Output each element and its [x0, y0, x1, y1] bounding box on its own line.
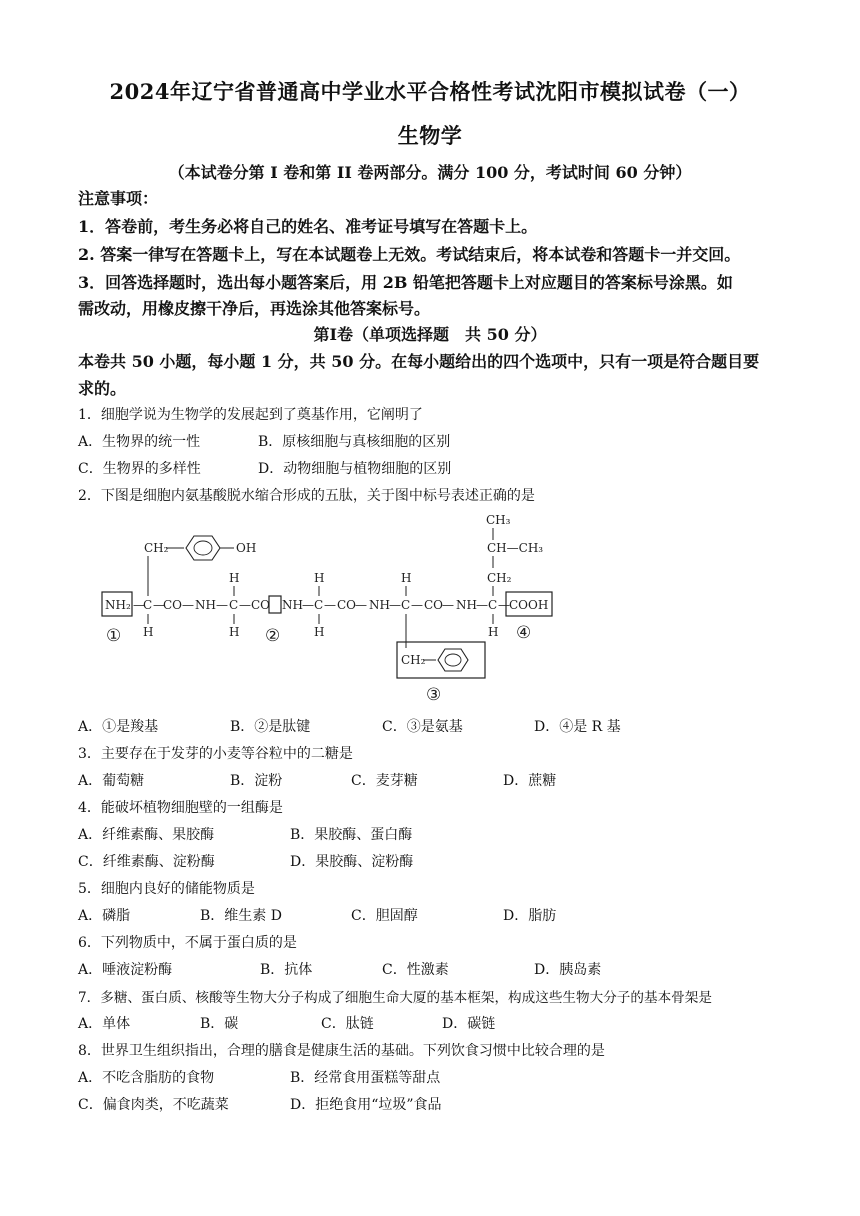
bond-dash: —: [133, 598, 145, 612]
question-8-stem: 8．世界卫生组织指出，合理的膳食是健康生活的基础。下列饮食习惯中比较合理的是: [78, 1043, 605, 1059]
question-7-option-a: A．单体: [78, 1016, 131, 1032]
question-5-option-c: C．胆固醇: [351, 908, 418, 924]
question-2-option-d: D．④是 R 基: [534, 719, 621, 735]
carbon-label: C: [229, 598, 239, 612]
question-3-option-b: B．淀粉: [230, 773, 283, 789]
section-title: 第Ⅰ卷（单项选择题 共 50 分）: [313, 325, 547, 344]
section-desc-line1: 本卷共 50 小题，每小题 1 分，共 50 分。在每小题给出的四个选项中，只有一项是符合题目要: [78, 352, 760, 371]
box-peptide-bond: [269, 596, 281, 613]
carbon-label: C: [488, 598, 498, 612]
bond-dash: —: [442, 598, 454, 612]
label-3: ③: [426, 685, 442, 705]
exam-note: （本试卷分第 I 卷和第 II 卷两部分。满分 100 分，考试时间 60 分钟）: [168, 163, 692, 182]
question-2-option-a: A．①是羧基: [78, 719, 159, 735]
exam-title: 2024年辽宁省普通高中学业水平合格性考试沈阳市模拟试卷（一）: [109, 79, 751, 104]
bond-dash: —: [476, 598, 488, 612]
instruction-1: 1．答卷前，考生务必将自己的姓名、准考证号填写在答题卡上。: [78, 217, 538, 236]
question-2-stem: 2．下图是细胞内氨基酸脱水缩合形成的五肽，关于图中标号表述正确的是: [78, 488, 535, 504]
question-1-option-d: D．动物细胞与植物细胞的区别: [258, 461, 452, 477]
bond-dash: —: [239, 598, 251, 612]
carbon-label: C: [401, 598, 411, 612]
ch2-label-4: CH₂: [401, 653, 426, 667]
instruction-2: 2. 答案一律写在答题卡上，写在本试题卷上无效。考试结束后，将本试卷和答题卡一并交回。: [78, 245, 741, 264]
question-4-option-b: B．果胶酶、蛋白酶: [290, 827, 413, 843]
section-desc-line2: 求的。: [78, 379, 127, 398]
question-4-stem: 4．能破坏植物细胞壁的一组酶是: [78, 800, 283, 816]
question-8-option-d: D．拒绝食用“垃圾”食品: [290, 1097, 442, 1113]
label-1: ①: [106, 626, 122, 646]
question-4-option-c: C．纤维素酶、淀粉酶: [78, 854, 215, 870]
question-8-option-c: C．偏食肉类，不吃蔬菜: [78, 1097, 229, 1113]
ch-ch3-label: CH—CH₃: [487, 541, 544, 555]
oh-label: OH: [236, 541, 257, 555]
question-3-option-a: A．葡萄糖: [78, 773, 145, 789]
ch2-label-1: CH₂: [144, 541, 169, 555]
question-6-option-a: A．唾液淀粉酶: [78, 962, 173, 978]
question-1-option-a: A．生物界的统一性: [78, 434, 201, 450]
nh-label: NH: [456, 598, 477, 612]
question-5-stem: 5．细胞内良好的储能物质是: [78, 881, 255, 897]
h-label: H: [143, 625, 154, 639]
question-7-option-d: D．碳链: [442, 1016, 496, 1032]
question-5-option-a: A．磷脂: [78, 908, 131, 924]
question-7-option-c: C．肽链: [321, 1016, 374, 1032]
pentapeptide-figure: [90, 508, 570, 708]
question-3-option-d: D．蔗糖: [503, 773, 557, 789]
co-label: CO: [424, 598, 444, 612]
question-2-option-c: C．③是氨基: [382, 719, 463, 735]
bond-dash: —: [389, 598, 401, 612]
question-4-option-a: A．纤维素酶、果胶酶: [78, 827, 215, 843]
label-2: ②: [265, 626, 281, 646]
question-3-stem: 3．主要存在于发芽的小麦等谷粒中的二糖是: [78, 746, 353, 762]
h-label: H: [314, 625, 325, 639]
nh2-label: NH₂: [105, 598, 131, 612]
bond-dash: —: [324, 598, 336, 612]
question-6-stem: 6．下列物质中，不属于蛋白质的是: [78, 935, 297, 951]
carbon-label: C: [314, 598, 324, 612]
bond-dash: —: [498, 598, 510, 612]
bond-dash: —: [153, 598, 165, 612]
question-7-option-b: B．碳: [200, 1016, 239, 1032]
bond-dash: —: [411, 598, 423, 612]
h-label: H: [401, 571, 412, 585]
h-label: H: [229, 625, 240, 639]
question-7-stem: 7．多糖、蛋白质、核酸等生物大分子构成了细胞生命大厦的基本框架，构成这些生物大分子的基本骨架是: [78, 990, 712, 1006]
instructions-heading: 注意事项：: [78, 189, 159, 208]
instruction-3-line2: 需改动，用橡皮擦干净后，再选涂其他答案标号。: [78, 299, 431, 318]
question-5-option-b: B．维生素 D: [200, 908, 282, 924]
bond-dash: —: [182, 598, 194, 612]
co-label: CO: [337, 598, 357, 612]
label-4: ④: [516, 623, 532, 643]
question-8-option-b: B．经常食用蛋糕等甜点: [290, 1070, 441, 1086]
co-label: CO: [163, 598, 183, 612]
bond-dash: —: [355, 598, 367, 612]
benzene-ring-icon: [186, 536, 220, 560]
cooh-label: COOH: [509, 598, 549, 612]
question-2-option-b: B．②是肽键: [230, 719, 311, 735]
bond-dash: —: [302, 598, 314, 612]
h-label: H: [314, 571, 325, 585]
nh-label: NH: [369, 598, 390, 612]
question-1-stem: 1．细胞学说为生物学的发展起到了奠基作用，它阐明了: [78, 407, 423, 423]
instruction-3-line1: 3．回答选择题时，选出每小题答案后，用 2B 铅笔把答题卡上对应题目的答案标号涂黑。如: [78, 273, 733, 292]
nh-label: NH: [195, 598, 216, 612]
benzene-ring-icon: [438, 649, 468, 671]
question-8-option-a: A．不吃含脂肪的食物: [78, 1070, 215, 1086]
question-6-option-b: B．抗体: [260, 962, 313, 978]
question-6-option-c: C．性激素: [382, 962, 449, 978]
carbon-label: C: [143, 598, 153, 612]
question-1-option-c: C．生物界的多样性: [78, 461, 201, 477]
ch3-label: CH₃: [486, 513, 511, 527]
co-label: CO: [251, 598, 271, 612]
question-6-option-d: D．胰岛素: [534, 962, 602, 978]
question-3-option-c: C．麦芽糖: [351, 773, 418, 789]
subject-title: 生物学: [397, 123, 463, 148]
h-label: H: [488, 625, 499, 639]
question-4-option-d: D．果胶酶、淀粉酶: [290, 854, 414, 870]
bond-dash: —: [216, 598, 228, 612]
ch2-label-5: CH₂: [487, 571, 512, 585]
question-1-option-b: B．原核细胞与真核细胞的区别: [258, 434, 451, 450]
nh-label: NH: [282, 598, 303, 612]
question-5-option-d: D．脂肪: [503, 908, 557, 924]
h-label: H: [229, 571, 240, 585]
